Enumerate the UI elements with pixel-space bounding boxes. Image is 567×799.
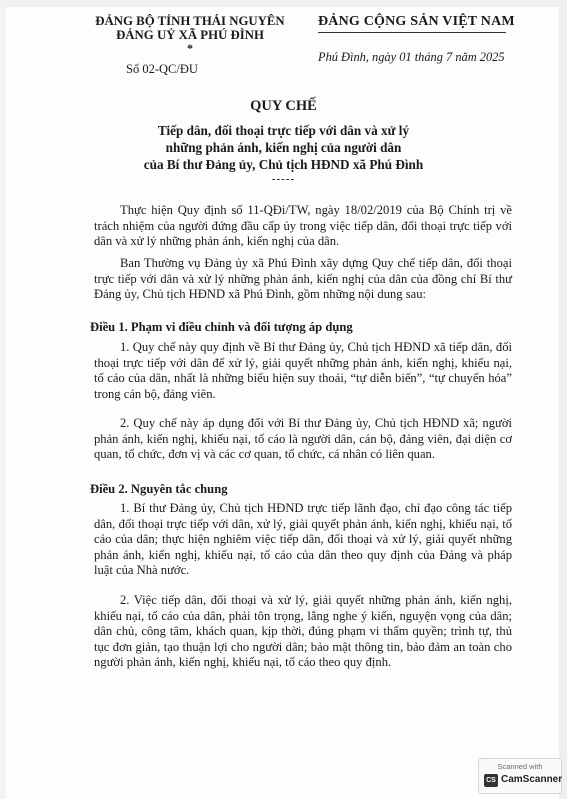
paragraph-text: 1. Quy chế này quy định về Bí thư Đảng ủy, Chủ tịch HĐND xã tiếp dân, đối thoại trực tiếp với dân để xử lý, giải quyết những phản ánh, kiến nghị, khiếu nại, tố cáo của dân, nhất là những biểu hiện suy thoái, “tự diễn biến”, “tự chuyển hóa” trong cán bộ, đảng viên. [94, 340, 512, 401]
star-mark: * [187, 41, 193, 55]
paragraph-text: 2. Việc tiếp dân, đối thoại và xử lý, giải quyết những phản ánh, kiến nghị, khiếu nại, tố cáo của dân, phải tôn trọng, lắng nghe ý kiến, nguyện vọng của dân; dân chủ, công tâm, khách quan, kịp thời, đúng phạm vi thẩm quyền; trình tự, thủ tục đơn giản, tạo thuận lợi cho người dân; bảo mật thông tin, bảo đảm an toàn cho người phản ánh, kiến nghị, khiếu nại, tố cáo theo quy định. [94, 593, 512, 670]
camscanner-name: CamScanner [501, 774, 563, 785]
title-line-2: những phản ánh, kiến nghị của người dân [165, 140, 402, 155]
camscanner-logo-icon: CS [484, 774, 498, 787]
date-line: Phú Đình, ngày 01 tháng 7 năm 2025 [318, 50, 505, 64]
document-number: Số 02-QC/ĐU [126, 62, 198, 76]
title-separator: ----- [271, 173, 296, 185]
party-name-underline [318, 32, 506, 33]
article-title: Điều 2. Nguyên tắc chung [90, 482, 228, 496]
scanned-with-label: Scanned with [497, 762, 543, 771]
article-1-heading [90, 320, 512, 336]
article-1-clause-2 [94, 416, 512, 463]
article-title: Điều 1. Phạm vi điều chỉnh và đối tượng áp dụng [90, 320, 353, 334]
article-2-heading [90, 482, 512, 498]
document-type: QUY CHẾ [250, 98, 317, 114]
camscanner-watermark [478, 758, 562, 794]
article-1-clause-1 [94, 340, 512, 402]
article-2-clause-2 [94, 593, 512, 671]
scan-left-edge [0, 0, 6, 799]
issuing-authority [70, 14, 310, 53]
party-name: ĐẢNG CỘNG SẢN VIỆT NAM [318, 14, 515, 29]
paragraph-text: 2. Quy chế này áp dụng đối với Bí thư Đảng ủy, Chủ tịch HĐND xã; người phản ánh, kiến nghị, khiếu nại, tố cáo là người dân, cán bộ, đảng viên, đại diện cơ quan, tổ chức, đơn vị và các cơ quan, tổ chức, cá nhân có liên quan. [94, 416, 512, 462]
party-committee: ĐẢNG BỘ TỈNH THÁI NGUYÊN [95, 14, 285, 28]
document-title [60, 122, 507, 173]
commune-committee: ĐẢNG UỶ XÃ PHÚ ĐÌNH [116, 28, 264, 42]
title-line-1: Tiếp dân, đối thoại trực tiếp với dân và xử lý [157, 123, 410, 138]
intro-paragraph-1 [94, 203, 512, 250]
scan-top-edge [0, 0, 567, 7]
scan-right-edge [559, 0, 567, 799]
intro-paragraph-2 [94, 256, 512, 303]
paragraph-text: Thực hiện Quy định số 11-QĐi/TW, ngày 18/02/2019 của Bộ Chính trị về trách nhiệm của người đứng đầu cấp ủy trong việc tiếp dân, đối thoại trực tiếp với dân và xử lý những phản ánh, kiến nghị của dân. [94, 203, 512, 249]
paragraph-text: Ban Thường vụ Đảng ủy xã Phú Đình xây dựng Quy chế tiếp dân, đối thoại trực tiếp với dân và xử lý những phản ánh, kiến nghị của dân của đồng chí Bí thư Đảng ủy, Chủ tịch HĐND xã Phú Đình, gồm những nội dung sau: [94, 256, 512, 302]
paragraph-text: 1. Bí thư Đảng ủy, Chủ tịch HĐND trực tiếp lãnh đạo, chỉ đạo công tác tiếp dân, đối thoại trực tiếp với dân, xử lý, giải quyết phản ánh, kiến nghị, khiếu nại, tố cáo của dân; thực hiện nghiêm việc tiếp dân, đối thoại và xử lý, giải quyết những phản ánh, kiến nghị, khiếu nại, tố cáo của dân theo quy định của Đảng và pháp luật của Nhà nước. [94, 501, 512, 578]
title-line-3: của Bí thư Đảng ủy, Chủ tịch HĐND xã Phú Đình [143, 157, 424, 172]
article-2-clause-1 [94, 501, 512, 579]
